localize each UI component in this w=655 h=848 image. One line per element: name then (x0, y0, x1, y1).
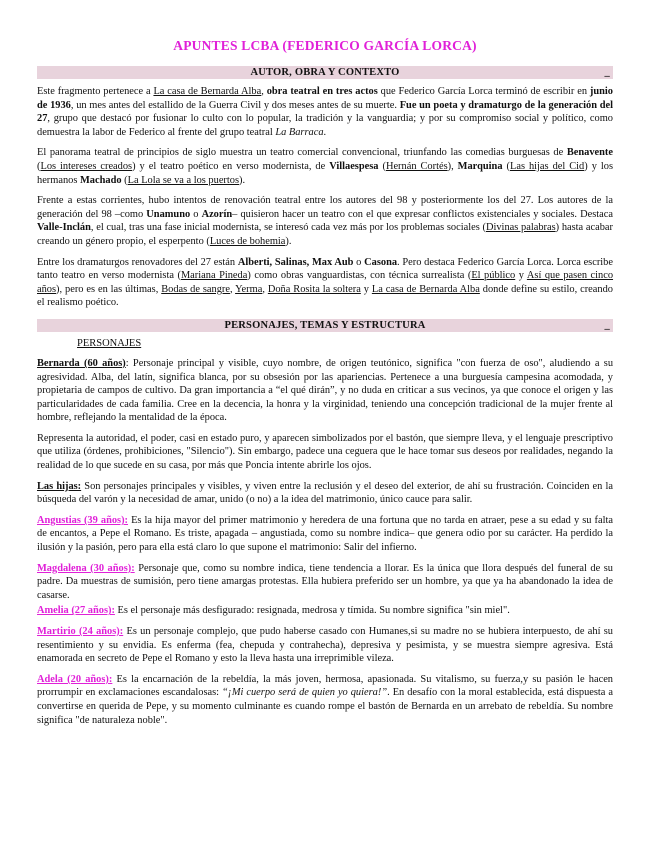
paragraph-bernarda (37, 357, 613, 425)
text: . En desafío con la moral establecida, está dispuesta a convertirse en querida de Pepe, y su momento culminante es cuando rompe el bastón de Bernarda en un arrebato de rebeldía. Su nombre significa "de naturaleza noble". (37, 687, 614, 726)
work-title: Así que pasen cinco años (37, 270, 614, 295)
paragraph-amelia (37, 604, 613, 618)
text: ), pero es en las últimas, (56, 283, 162, 295)
text: Son personajes principales y visibles, y viven entre la reclusión y el deseo del exterior, de ahí su frustración. Coinciden en la búsqueda del varón y la necesidad de amar, unido (o no) a la idea del matrimonio, único cauce para salir. (37, 480, 613, 506)
character-label: Angustias (39 años): (37, 514, 129, 526)
text: ( (37, 160, 41, 172)
author-name: Alberti, Salinas, Max Aub (237, 256, 354, 268)
text: – quisieron hacer un teatro con el que expresar conflictos existenciales y sociales. Destaca (232, 208, 613, 220)
text: El panorama teatral de principios de siglo muestra un teatro comercial convencional, triunfando las comedias burguesas de (37, 147, 567, 159)
paragraph-magdalena (37, 562, 613, 603)
text: Es la hija mayor del primer matrimonio y heredera de una fortuna que no tarda en atraer, pese a su edad y su falta de encantos, a Pepe el Romano. Es triste, apagada – angustiada, como su nombre indica– que genera odio por su carácter. Ha perdido la ilusión y la pasión, pero para ella está claro lo que supone el matrimonio: Salir del infierno. (37, 514, 613, 554)
text: Este fragmento pertenece a (37, 86, 154, 97)
character-label: Magdalena (30 años): (37, 562, 135, 574)
work-title: Bodas de sangre (161, 283, 230, 295)
paragraph-dramaturgos-27 (37, 256, 613, 310)
text: , un mes antes del estallido de la Guerra Civil y dos meses antes de su muerte. (70, 99, 400, 111)
work-title: Los intereses creados (40, 160, 133, 172)
paragraph-martirio (37, 625, 613, 666)
paragraph-panorama (37, 146, 613, 187)
section-header-autor-obra-contexto (37, 66, 613, 79)
section-header-dash: _ (604, 319, 610, 331)
text: donde define su estilo, creando el realismo poético. (37, 283, 613, 309)
text: . (323, 126, 327, 138)
work-title: Yerma (235, 283, 263, 295)
text: Frente a estas corrientes, hubo intentos de renovación teatral entre los autores del 98 y posteriormente los del 27. Los autores de la generación del 98 –como (37, 195, 613, 220)
author-name: Casona (364, 256, 398, 268)
work-title: Divinas palabras (485, 222, 556, 234)
paragraph-renovacion (37, 194, 613, 248)
text: o (190, 208, 202, 220)
text: y (360, 283, 372, 295)
bold-text: obra teatral en tres actos (266, 86, 378, 97)
text: : Personaje principal y visible, cuyo nombre, de origen teutónico, significa "con fuerza de oso", aludiendo a su agresividad. Alba, del latín, significa blanca, por su obsesión por las apariencias. Pertenece a una burguesía campesina acomodada, y propietaria de campos de cultivo. Da gran importancia a “el qué dirán”, y no duda en criticar a sus vecinos, ya que conoce el origen y las particularidades de cada familia. Cree en la decencia, la honra y la virginidad, teniendo una concepción tradicional de la mujer frente al hombre, reflejando la mentalidad de la época. (37, 357, 614, 424)
bold-text: Fue un poeta y dramaturgo de la generación del 27 (37, 99, 614, 125)
text: que Federico García Lorca terminó de escribir en (377, 86, 590, 97)
work-title: La casa de Bernarda Alba (371, 283, 480, 295)
text: , grupo que destacó por fusionar lo culto con lo popular, la tradición y la vanguardia; y por su compromiso social y político, como demuestra la labor de Federico al frente del grupo teatral (37, 113, 613, 138)
text: Personaje que, como su nombre indica, tiene tendencia a llorar. Es la única que llora después del funeral de su padre. Da muestras de sumisión, pero tiene amargas protestas. Ella hubiera preferido ser un hombre, ya que ya ha abandonado la idea de casarse. (37, 562, 613, 601)
text: o (353, 256, 365, 268)
section-header-dash: _ (604, 67, 610, 78)
author-name: Villaespesa (329, 160, 379, 172)
text: , (262, 283, 268, 295)
italic-text: La Barraca (275, 126, 324, 138)
character-label: Martirio (24 años): (37, 626, 124, 637)
work-title: El público (471, 270, 516, 282)
section-header-label: AUTOR, OBRA Y CONTEXTO (250, 67, 400, 78)
character-label: Adela (20 años): (37, 673, 113, 685)
author-name: Unamuno (146, 208, 191, 220)
character-label: Amelia (27 años): (37, 605, 115, 617)
text: , (229, 283, 236, 295)
bold-date: junio de 1936 (37, 86, 614, 111)
work-title: Hernán Cortés (385, 160, 448, 172)
text: ( (502, 160, 510, 172)
quote-text: “¡Mi cuerpo será de quien yo quiera!” (222, 687, 388, 699)
text: , (261, 86, 267, 97)
work-title: Luces de bohemia (209, 235, 286, 247)
author-name: Azorín (201, 208, 233, 220)
text: Representa la autoridad, el poder, casi en estado puro, y aparecen simbolizados por el bastón, que siempre lleva, y el lenguaje prescriptivo que utiliza (órdenes, prohibiciones, "Silencio"). Sin embargo, padece una ceguera que le hace tomar sus deseos por realidades, negando la realidad de lo que sucede en su casa, por más que Poncia intente abrirle los ojos. (37, 432, 613, 472)
character-label: Las hijas: (37, 480, 82, 492)
personajes-subheading: PERSONAJES (77, 337, 142, 349)
text: ), (447, 160, 458, 172)
text: Es la encarnación de la rebeldía, la más joven, hermosa, apasionada. Su vitalismo, su fuerza,y su pasión le hacen prorrumpir en exclamaciones escandalosas: (37, 673, 614, 699)
text: ). (285, 235, 292, 247)
character-label: Bernarda (60 años) (37, 357, 126, 369)
text: ( (121, 174, 128, 186)
author-name: Machado (80, 174, 122, 186)
document-title: APUNTES LCBA (FEDERICO GARCÍA LORCA) (173, 38, 477, 53)
work-title: Las hijas del Cid (509, 160, 585, 172)
text: Es el personaje más desfigurado: resignada, medrosa y tímida. Su nombre significa "sin miel". (114, 605, 510, 617)
text: ( (378, 160, 386, 172)
text: ) como obras vanguardistas, con técnica surrealista ( (247, 270, 472, 282)
work-title: Mariana Pineda (180, 270, 248, 282)
work-title: Doña Rosita la soltera (267, 283, 361, 295)
work-title: La Lola se va a los puertos (127, 174, 240, 186)
text: ) y los hermanos (37, 160, 614, 186)
paragraph-bernarda-2 (37, 432, 613, 473)
paragraph-angustias (37, 514, 613, 555)
text: ) y el teatro poético en verso modernista, de (132, 160, 330, 172)
author-name: Marquina (457, 160, 503, 172)
text: . Pero destaca Federico García Lorca. Lorca escribe tanto teatro en verso modernista ( (37, 256, 613, 282)
text: Entre los dramaturgos renovadores del 27 están (37, 256, 238, 268)
work-title: La casa de Bernarda Alba (153, 86, 262, 97)
text: Es un personaje complejo, que pudo haberse casado con Humanes,si su madre no se hubiera interpuesto, de ahí su resentimiento y su envidia. Es enferma (fea, chepuda y contrahecha), depresiva y pesimista, y se muestra siempre agresiva. Está enamorada en secreto de Pepe el Romano y esto la lleva hasta una irreprimible vileza. (37, 626, 613, 665)
text: ). (239, 174, 246, 186)
section-header-personajes-temas (37, 319, 613, 332)
author-name: Benavente (566, 147, 613, 159)
text: , el cual, tras una fase inicial modernista, se interesó cada vez más por los problemas sociales ( (90, 222, 486, 234)
text: ) hasta acabar creando un género propio, el esperpento ( (37, 222, 613, 247)
paragraph-hijas (37, 480, 613, 507)
section-header-label: PERSONAJES, TEMAS Y ESTRUCTURA (224, 319, 426, 331)
paragraph-intro (37, 85, 613, 139)
paragraph-adela (37, 673, 613, 727)
author-name: Valle-Inclán (37, 222, 91, 234)
text: y (515, 270, 527, 282)
